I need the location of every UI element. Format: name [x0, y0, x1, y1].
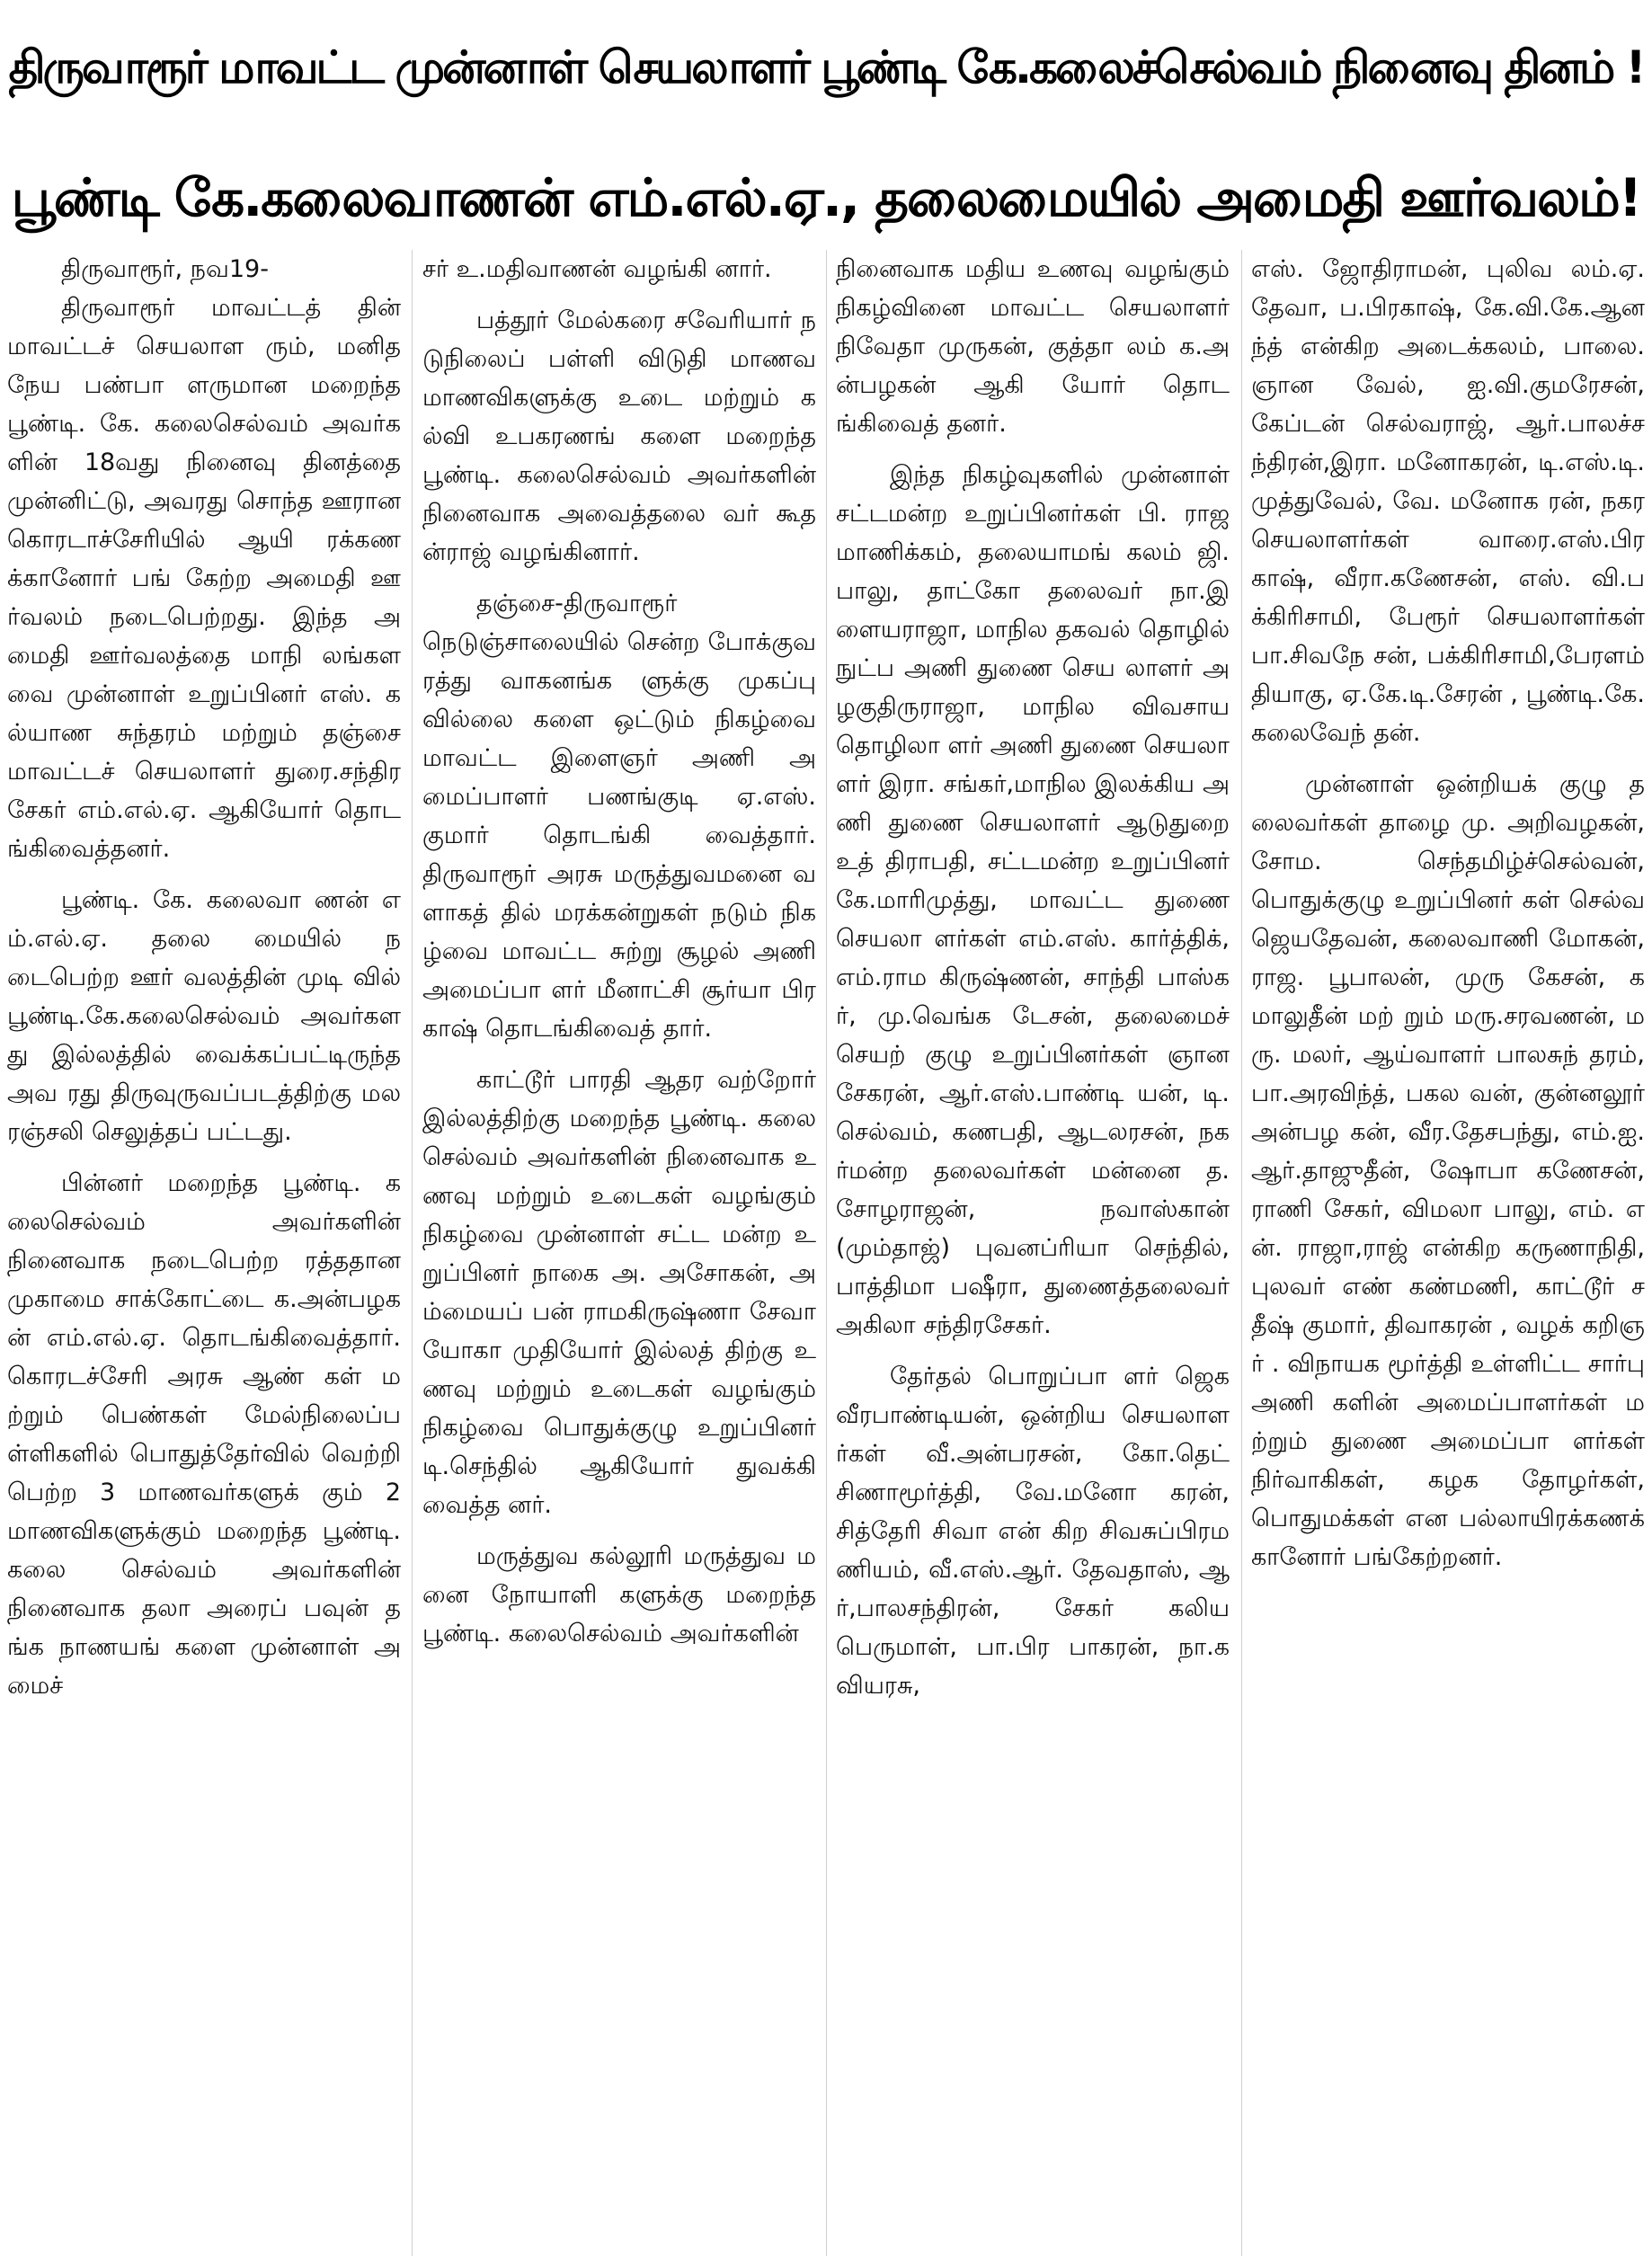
paragraph: மருத்துவ கல்லூரி மருத்துவ மனை நோயாளி களுக்கு மறைந்த பூண்டி. கலைசெல்வம் அவர்களின்	[422, 1542, 816, 1648]
paragraph: பின்னர் மறைந்த பூண்டி. கலைசெல்வம் அவர்களின் நினைவாக நடைபெற்ற ரத்ததான முகாமை சாக்கோட்டை க.அன்பழகன் எம்.எல்.ஏ. தொடங்கிவைத்தார். கொரடச்சேரி அரசு ஆண் கள் மற்றும் பெண்கள் மேல்நிலைப்பள்ளிகளில் பொதுத்தேர்வில் வெற்றி பெற்ற 3 மாணவர்களுக் கும் 2 மாணவிகளுக்கும் மறைந்த பூண்டி. கலை செல்வம் அவர்களின் நினைவாக தலா அரைப் பவுன் தங்க நாணயங் களை முன்னாள் அமைச்	[7, 1169, 401, 1700]
headline-main: திருவாரூர் மாவட்ட முன்னாள் செயலாளர் பூண்டி கே.கலைச்செல்வம் நினைவு தினம் !	[8, 41, 1644, 93]
paragraph: எஸ். ஜோதிராமன், புலிவ லம்.ஏ.தேவா, ப.பிரகாஷ், கே.வி.கே.ஆனந்த் என்கிற அடைக்கலம், பாலை. ஞான வேல், ஐ.வி.குமரேசன், கேப்டன் செல்வராஜ், ஆர்.பாலச்சந்திரன்,இரா. மனோகரன், டி.எஸ்.டி. முத்துவேல், வே. மனோக ரன், நகர செயலாளர்கள் வாரை.எஸ்.பிரகாஷ், வீரா.கணேசன், எஸ். வி.பக்கிரிசாமி, பேரூர் செயலாளர்கள் பா.சிவநே சன், பக்கிரிசாமி,பேரளம் தியாகு, ஏ.கே.டி.சேரன் , பூண்டி.கே. கலைவேந் தன்.	[1251, 255, 1645, 747]
article-body	[7, 250, 1645, 2256]
column-divider	[1241, 250, 1242, 2256]
paragraph: திருவாரூர் மாவட்டத் தின் மாவட்டச் செயலாள ரும், மனித நேய பண்பா ளருமான மறைந்த பூண்டி. கே. கலைசெல்வம் அவர்க ளின் 18வது நினைவு தினத்தை முன்னிட்டு, அவரது சொந்த ஊரான கொரடாச்சேரியில் ஆயி ரக்கணக்கானோர் பங் கேற்ற அமைதி ஊர்வலம் நடைபெற்றது. இந்த அமைதி ஊர்வலத்தை மாநி லங்களவை முன்னாள் உறுப்பினர் எஸ். கல்யாண சுந்தரம் மற்றும் தஞ்சை மாவட்டச் செயலாளர் துரை.சந்திரசேகர் எம்.எல்.ஏ. ஆகியோர் தொடங்கிவைத்தனர்.	[7, 294, 401, 863]
paragraph: காட்டூர் பாரதி ஆதர வற்றோர் இல்லத்திற்கு மறைந்த பூண்டி. கலை செல்வம் அவர்களின் நினைவாக உணவு மற்றும் உடைகள் வழங்கும் நிகழ்வை முன்னாள் சட்ட மன்ற உறுப்பினர் நாகை அ. அசோகன், அம்மையப் பன் ராமகிருஷ்ணா சேவா யோகா முதியோர் இல்லத் திற்கு உணவு மற்றும் உடைகள் வழங்கும் நிகழ்வை பொதுக்குழு உறுப்பினர் டி.செந்தில் ஆகியோர் துவக்கி வைத்த னர்.	[422, 1066, 816, 1519]
headline-sub: பூண்டி கே.கலைவாணன் எம்.எல்.ஏ., தலைமையில் அமைதி ஊர்வலம்!	[11, 167, 1641, 228]
paragraph: இந்த நிகழ்வுகளில் முன்னாள் சட்டமன்ற உறுப்பினர்கள் பி. ராஜ மாணிக்கம், தலையாமங் கலம் ஜி. பாலு, தாட்கோ தலைவர் நா.இளையராஜா, மாநில தகவல் தொழில் நுட்ப அணி துணை செய லாளர் அழகுதிருராஜா, மாநில விவசாய தொழிலா ளர் அணி துணை செயலா ளர் இரா. சங்கர்,மாநில இலக்கிய அணி துணை செயலாளர் ஆடுதுறை உத் திராபதி, சட்டமன்ற உறுப்பினர் கே.மாரிமுத்து, மாவட்ட துணை செயலா ளர்கள் எம்.எஸ். கார்த்திக், எம்.ராம கிருஷ்ணன், சாந்தி பாஸ்கர், மு.வெங்க டேசன், தலைமைச் செயற் குழு உறுப்பினர்கள் ஞான சேகரன், ஆர்.எஸ்.பாண்டி யன், டி.செல்வம், கணபதி, ஆடலரசன், நகர்மன்ற தலைவர்கள் மன்னை த. சோழராஜன், நவாஸ்கான் (மும்தாஜ்) புவனப்ரியா செந்தில், பாத்திமா பஷீரா, துணைத்தலைவர் அகிலா சந்திரசேகர்.	[836, 461, 1230, 1339]
article-column-4	[1251, 250, 1645, 2256]
column-divider	[412, 250, 413, 2256]
article-column-3	[836, 250, 1230, 2256]
article-column-1	[7, 250, 401, 2256]
paragraph: பூண்டி. கே. கலைவா ணன் எம்.எல்.ஏ. தலை மையில் நடைபெற்ற ஊர் வலத்தின் முடி வில் பூண்டி.கே.கலைசெல்வம் அவர்களது இல்லத்தில் வைக்கப்பட்டிருந்த அவ ரது திருவுருவப்படத்திற்கு மலரஞ்சலி செலுத்தப் பட்டது.	[7, 886, 401, 1146]
column-divider	[826, 250, 827, 2256]
dateline: திருவாரூர், நவ19-	[61, 255, 269, 283]
article-column-2	[422, 250, 816, 2256]
paragraph: தஞ்சை-திருவாரூர் நெடுஞ்சாலையில் சென்ற போக்குவரத்து வாகனங்க ளுக்கு முகப்பு வில்லை களை ஒட்டும் நிகழ்வை மாவட்ட இளைஞர் அணி அமைப்பாளர் பணங்குடி ஏ.எஸ்.குமார் தொடங்கி வைத்தார். திருவாரூர் அரசு மருத்துவமனை வளாகத் தில் மரக்கன்றுகள் நடும் நிகழ்வை மாவட்ட சுற்று சூழல் அணி அமைப்பா ளர் மீனாட்சி சூர்யா பிர காஷ் தொடங்கிவைத் தார்.	[422, 590, 816, 1043]
paragraph: பத்தூர் மேல்கரை சவேரியார் நடுநிலைப் பள்ளி விடுதி மாணவ மாணவிகளுக்கு உடை மற்றும் கல்வி உபகரணங் களை மறைந்த பூண்டி. கலைசெல்வம் அவர்களின் நினைவாக அவைத்தலை வர் கூதன்ராஜ் வழங்கினார்.	[422, 306, 816, 566]
paragraph: தேர்தல் பொறுப்பா ளர் ஜெகவீரபாண்டியன், ஒன்றிய செயலாளர்கள் வீ.அன்பரசன், கோ.தெட் சிணாமூர்த்தி, வே.மனோ கரன், சித்தேரி சிவா என் கிற சிவசுப்பிரமணியம், வீ.எஸ்.ஆர். தேவதாஸ், ஆர்,பாலசந்திரன், சேகர் கலியபெருமாள், பா.பிர பாகரன், நா.கவியரசு,	[836, 1363, 1230, 1700]
paragraph: முன்னாள் ஒன்றியக் குழு தலைவர்கள் தாழை மு. அறிவழகன், சோம. செந்தமிழ்ச்செல்வன், பொதுக்குழு உறுப்பினர் கள் செல்வ ஜெயதேவன், கலைவாணி மோகன், ராஜ. பூபாலன், முரு கேசன், கமாலுதீன் மற் றும் மரு.சரவணன், மரு. மலர், ஆய்வாளர் பாலசுந் தரம், பா.அரவிந்த், பகல வன், குன்னலூர் அன்பழ கன், வீர.தேசபந்து, எம்.ஐ.ஆர்.தாஜுதீன், ஷோபா கணேசன், ராணி சேகர், விமலா பாலு, எம். என். ராஜா,ராஜ் என்கிற கருணாநிதி, புலவர் எண் கண்மணி, காட்டூர் சதீஷ் குமார், திவாகரன் , வழக் கறிஞர் . விநாயக மூர்த்தி உள்ளிட்ட சார்பு அணி களின் அமைப்பாளர்கள் மற்றும் துணை அமைப்பா ளர்கள் நிர்வாகிகள், கழக தோழர்கள், பொதுமக்கள் என பல்லாயிரக்கணக் கானோர் பங்கேற்றனர்.	[1251, 770, 1645, 1571]
paragraph: நினைவாக மதிய உணவு வழங்கும் நிகழ்வினை மாவட்ட செயலாளர் நிவேதா முருகன், குத்தா லம் க.அன்பழகன் ஆகி யோர் தொடங்கிவைத் தனர்.	[836, 255, 1230, 438]
paragraph: சர் உ.மதிவாணன் வழங்கி னார்.	[422, 255, 772, 283]
